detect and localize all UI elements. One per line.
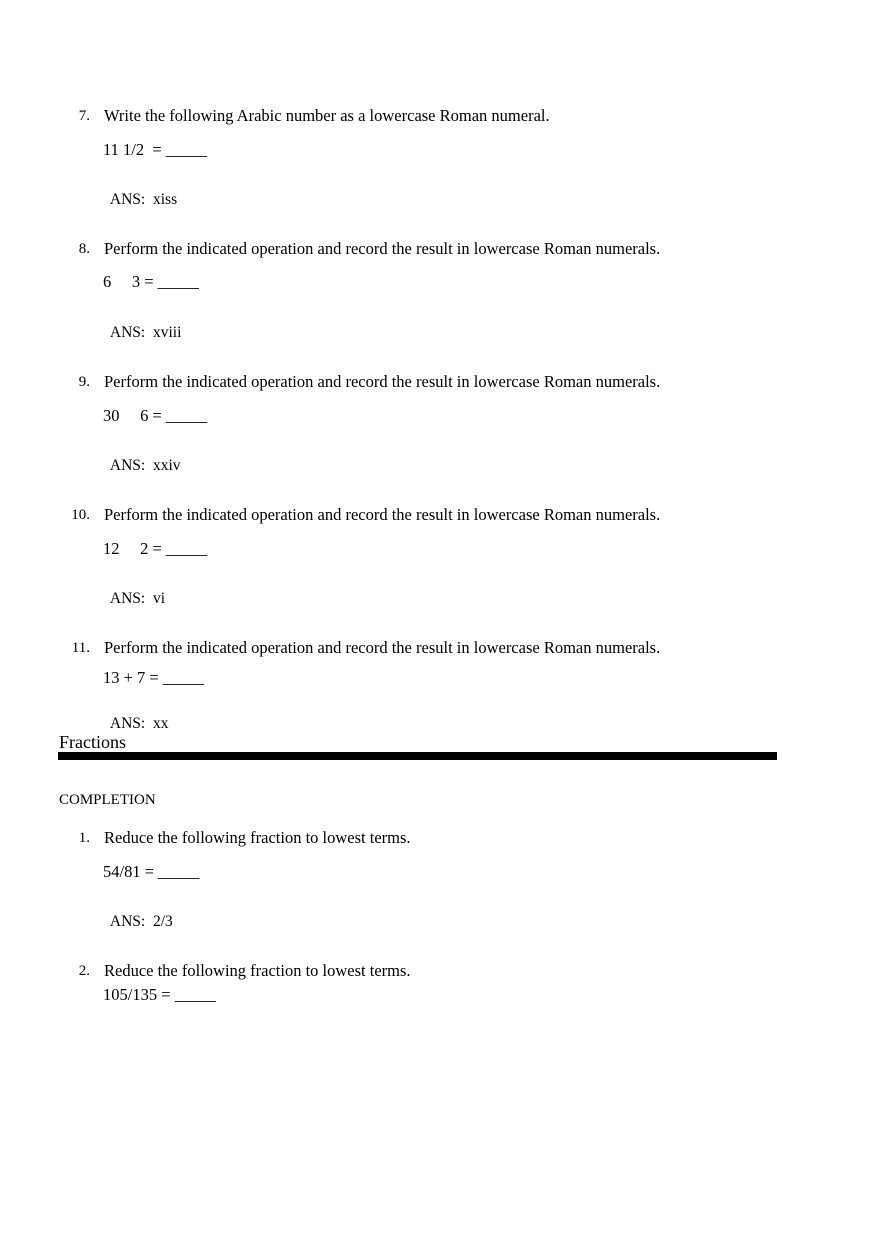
question-number: 9. (78, 374, 90, 390)
answer-value: xviii (152, 324, 182, 341)
answer-line (103, 572, 165, 608)
question-prompt: Write the following Arabic number as a lowercase Roman numeral. (104, 106, 550, 125)
answer-label: ANS: (109, 191, 146, 208)
answer-line (103, 306, 181, 342)
answer-label: ANS: (109, 590, 146, 607)
answer-value: xiss (152, 191, 178, 208)
answer-line (103, 895, 173, 931)
answer-line (103, 439, 181, 475)
question-prompt: Reduce the following fraction to lowest terms. (104, 961, 411, 980)
question-number: 7. (78, 108, 90, 124)
section-divider (58, 752, 777, 760)
answer-line (103, 173, 177, 209)
question-number: 8. (78, 241, 90, 257)
question-number: 1. (78, 830, 90, 846)
question-expression: 30 6 = _____ (103, 406, 208, 425)
question-expression: 6 3 = _____ (103, 272, 199, 291)
question-prompt: Perform the indicated operation and record the result in lowercase Roman numerals. (104, 505, 661, 524)
answer-value: 2/3 (152, 913, 173, 930)
answer-label: ANS: (109, 324, 146, 341)
section-title: Fractions (59, 732, 126, 752)
question-expression: 105/135 = _____ (103, 985, 216, 1004)
section-subtitle: COMPLETION (59, 792, 156, 808)
question-number: 10. (71, 507, 90, 523)
answer-value: xx (152, 715, 169, 732)
question-expression: 12 2 = _____ (103, 539, 208, 558)
question-prompt: Perform the indicated operation and record the result in lowercase Roman numerals. (104, 638, 661, 657)
question-expression: 54/81 = _____ (103, 862, 200, 881)
question-prompt: Perform the indicated operation and record the result in lowercase Roman numerals. (104, 372, 661, 391)
question-prompt: Perform the indicated operation and record the result in lowercase Roman numerals. (104, 239, 661, 258)
answer-line (103, 697, 168, 733)
question-prompt: Reduce the following fraction to lowest terms. (104, 828, 411, 847)
answer-label: ANS: (109, 913, 146, 930)
question-expression: 13 + 7 = _____ (103, 668, 205, 687)
question-number: 11. (71, 640, 90, 656)
question-expression: 11 1/2 = _____ (103, 140, 208, 159)
question-number: 2. (78, 963, 90, 979)
answer-label: ANS: (109, 715, 146, 732)
answer-value: vi (152, 590, 166, 607)
answer-value: xxiv (152, 457, 181, 474)
answer-label: ANS: (109, 457, 146, 474)
